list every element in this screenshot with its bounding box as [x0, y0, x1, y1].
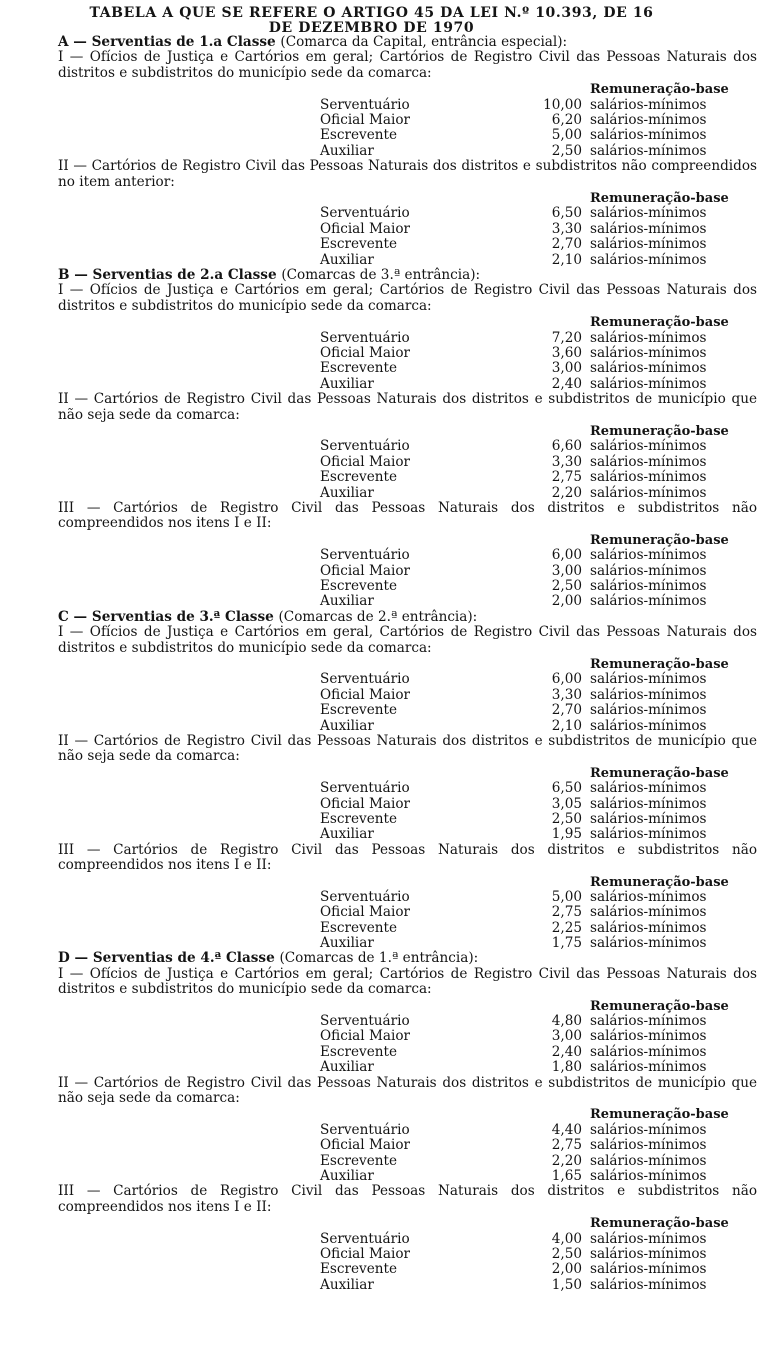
salary-value: 3,00 — [551, 360, 582, 377]
class-heading-label: B — Serventias de 2.a Classe — [58, 266, 277, 283]
salary-unit: salários-mínimos — [590, 127, 707, 144]
salary-value: 2,70 — [551, 702, 582, 719]
salary-unit: salários-mínimos — [590, 577, 707, 594]
salary-row — [58, 1123, 757, 1138]
salary-unit: salários-mínimos — [590, 438, 707, 455]
role-name: Oficial Maior — [320, 795, 410, 812]
salary-value: 6,50 — [551, 205, 582, 222]
salary-value: 3,30 — [551, 220, 582, 237]
salary-row — [58, 921, 757, 936]
remuneration-header: Remuneração-base — [590, 532, 729, 548]
salary-value: 4,40 — [551, 1121, 582, 1138]
salary-value: 3,00 — [551, 1028, 582, 1045]
salary-row — [58, 377, 757, 392]
salary-value: 6,00 — [551, 671, 582, 688]
salary-row — [58, 936, 757, 951]
salary-row — [58, 688, 757, 703]
salary-row — [58, 439, 757, 454]
salary-value: 1,65 — [551, 1168, 582, 1185]
salary-row — [58, 346, 757, 361]
salary-row — [58, 1247, 757, 1262]
role-name: Serventuário — [320, 96, 410, 113]
salary-value: 1,50 — [551, 1276, 582, 1293]
role-name: Oficial Maior — [320, 904, 410, 921]
salary-value: 2,25 — [551, 919, 582, 936]
salary-value: 7,20 — [551, 329, 582, 346]
remuneration-header: Remuneração-base — [590, 1107, 729, 1123]
salary-unit: salários-mínimos — [590, 453, 707, 470]
item-description: III — Cartórios de Registro Civil das Pessoas Naturais dos distritos e subdistritos não compreendidos nos itens I e II: — [58, 499, 757, 532]
salary-row — [58, 797, 757, 812]
salary-unit: salários-mínimos — [590, 935, 707, 952]
salary-value: 3,05 — [551, 795, 582, 812]
salary-value: 2,20 — [551, 1152, 582, 1169]
salary-value: 4,80 — [551, 1013, 582, 1030]
role-name: Escrevente — [320, 236, 398, 253]
role-name: Oficial Maior — [320, 220, 410, 237]
salary-row — [58, 1029, 757, 1044]
item-description: III — Cartórios de Registro Civil das Pessoas Naturais dos distritos e subdistritos não compreendidos nos itens I e II: — [58, 841, 757, 874]
salary-row — [58, 455, 757, 470]
role-name: Escrevente — [320, 127, 398, 144]
salary-value: 1,80 — [551, 1059, 582, 1076]
salary-value: 2,75 — [551, 469, 582, 486]
role-name: Serventuário — [320, 1013, 410, 1030]
title-line-1: TABELA A QUE SE REFERE O ARTIGO 45 DA LEI N.º 10.393, DE 16 — [89, 5, 654, 21]
salary-unit: salários-mínimos — [590, 1013, 707, 1030]
remuneration-header: Remuneração-base — [590, 1216, 729, 1232]
salary-value: 2,10 — [551, 717, 582, 734]
salary-unit: salários-mínimos — [590, 220, 707, 237]
salary-unit: salários-mínimos — [590, 360, 707, 377]
salary-row — [58, 1278, 757, 1293]
salary-value: 6,60 — [551, 438, 582, 455]
role-name: Serventuário — [320, 1121, 410, 1138]
salary-unit: salários-mínimos — [590, 671, 707, 688]
class-heading — [58, 35, 757, 50]
salary-unit: salários-mínimos — [590, 1028, 707, 1045]
salary-row — [58, 579, 757, 594]
item-description: I — Ofícios de Justiça e Cartórios em geral; Cartórios de Registro Civil das Pessoas Naturais dos distritos e subdistritos do município sede da comarca: — [58, 282, 757, 314]
role-name: Auxiliar — [320, 826, 374, 843]
salary-row — [58, 1045, 757, 1060]
salary-unit: salários-mínimos — [590, 329, 707, 346]
salary-value: 2,50 — [551, 142, 582, 159]
salary-value: 6,00 — [551, 547, 582, 564]
salary-row — [58, 812, 757, 827]
salary-unit: salários-mínimos — [590, 1246, 707, 1263]
salary-row — [58, 237, 757, 252]
role-name: Auxiliar — [320, 593, 374, 610]
salary-unit: salários-mínimos — [590, 251, 707, 268]
salary-unit: salários-mínimos — [590, 702, 707, 719]
salary-value: 3,00 — [551, 562, 582, 579]
salary-unit: salários-mínimos — [590, 888, 707, 905]
salary-row — [58, 1138, 757, 1153]
role-name: Escrevente — [320, 577, 398, 594]
class-heading-label: A — Serventias de 1.a Classe — [58, 34, 276, 50]
role-name: Auxiliar — [320, 142, 374, 159]
role-name: Auxiliar — [320, 1059, 374, 1076]
salary-unit: salários-mínimos — [590, 1261, 707, 1278]
salary-unit: salários-mínimos — [590, 1059, 707, 1076]
salary-row — [58, 144, 757, 159]
role-name: Oficial Maior — [320, 1137, 410, 1154]
role-name: Oficial Maior — [320, 1028, 410, 1045]
salary-row — [58, 594, 757, 609]
salary-row — [58, 548, 757, 563]
salary-unit: salários-mínimos — [590, 1121, 707, 1138]
item-description: I — Ofícios de Justiça e Cartórios em geral, Cartórios de Registro Civil das Pessoas Naturais dos distritos e subdistritos do município sede da comarca: — [58, 624, 757, 656]
salary-unit: salários-mínimos — [590, 142, 707, 159]
salary-value: 6,20 — [551, 112, 582, 129]
salary-row — [58, 222, 757, 237]
role-name: Auxiliar — [320, 1276, 374, 1293]
salary-row — [58, 486, 757, 501]
salary-unit: salários-mínimos — [590, 562, 707, 579]
salary-value: 1,95 — [551, 826, 582, 843]
role-name: Serventuário — [320, 547, 410, 564]
role-name: Auxiliar — [320, 251, 374, 268]
class-heading — [58, 268, 757, 283]
item-description: III — Cartórios de Registro Civil das Pessoas Naturais dos distritos e subdistritos não compreendidos nos itens I e II: — [58, 1183, 757, 1215]
class-heading-description: (Comarcas de 2.ª entrância): — [278, 608, 478, 625]
remuneration-header: Remuneração-base — [590, 874, 729, 890]
role-name: Serventuário — [320, 1230, 410, 1247]
role-name: Oficial Maior — [320, 344, 410, 361]
remuneration-header: Remuneração-base — [590, 656, 729, 672]
salary-unit: salários-mínimos — [590, 826, 707, 843]
salary-row — [58, 128, 757, 143]
salary-value: 2,10 — [551, 251, 582, 268]
salary-value: 2,20 — [551, 484, 582, 501]
salary-unit: salários-mínimos — [590, 1043, 707, 1060]
role-name: Escrevente — [320, 1043, 398, 1060]
salary-row — [58, 1014, 757, 1029]
salary-row — [58, 719, 757, 734]
salary-unit: salários-mínimos — [590, 344, 707, 361]
remuneration-header: Remuneração-base — [590, 191, 729, 206]
salary-value: 2,40 — [551, 1043, 582, 1060]
role-name: Auxiliar — [320, 484, 374, 501]
item-description: II — Cartórios de Registro Civil das Pessoas Naturais dos distritos e subdistritos de município que não seja sede da comarca: — [58, 732, 757, 765]
salary-value: 5,00 — [551, 127, 582, 144]
salary-value: 2,00 — [551, 593, 582, 610]
role-name: Oficial Maior — [320, 686, 410, 703]
role-name: Oficial Maior — [320, 562, 410, 579]
role-name: Serventuário — [320, 671, 410, 688]
item-description: II — Cartórios de Registro Civil das Pessoas Naturais dos distritos e subdistritos de município que não seja sede da comarca: — [58, 391, 757, 423]
salary-unit: salários-mínimos — [590, 1276, 707, 1293]
salary-row — [58, 1262, 757, 1277]
remuneration-header: Remuneração-base — [590, 315, 729, 331]
salary-value: 3,30 — [551, 453, 582, 470]
salary-row — [58, 470, 757, 485]
role-name: Auxiliar — [320, 375, 374, 392]
salary-unit: salários-mínimos — [590, 904, 707, 921]
salary-row — [58, 890, 757, 905]
salary-unit: salários-mínimos — [590, 205, 707, 222]
salary-value: 6,50 — [551, 780, 582, 797]
salary-value: 2,50 — [551, 577, 582, 594]
remuneration-header: Remuneração-base — [590, 82, 729, 98]
salary-unit: salários-mínimos — [590, 780, 707, 797]
role-name: Escrevente — [320, 1152, 398, 1169]
role-name: Oficial Maior — [320, 453, 410, 470]
class-heading-description: (Comarcas de 1.ª entrância): — [279, 950, 479, 967]
remuneration-header: Remuneração-base — [590, 998, 729, 1014]
salary-row — [58, 672, 757, 687]
class-heading-label: D — Serventias de 4.ª Classe — [58, 950, 275, 967]
salary-value: 2,70 — [551, 236, 582, 253]
salary-row — [58, 564, 757, 579]
salary-unit: salários-mínimos — [590, 810, 707, 827]
role-name: Escrevente — [320, 360, 398, 377]
salary-value: 2,50 — [551, 810, 582, 827]
salary-value: 5,00 — [551, 888, 582, 905]
salary-row — [58, 98, 757, 113]
salary-unit: salários-mínimos — [590, 375, 707, 392]
class-heading-description: (Comarca da Capital, entrância especial): — [280, 34, 568, 50]
role-name: Escrevente — [320, 810, 398, 827]
item-description: II — Cartórios de Registro Civil das Pessoas Naturais dos distritos e subdistritos não compreendidos no item anterior: — [58, 158, 757, 190]
salary-value: 1,75 — [551, 935, 582, 952]
salary-row — [58, 113, 757, 128]
salary-row — [58, 827, 757, 842]
salary-unit: salários-mínimos — [590, 593, 707, 610]
salary-unit: salários-mínimos — [590, 484, 707, 501]
salary-unit: salários-mínimos — [590, 469, 707, 486]
role-name: Oficial Maior — [320, 1246, 410, 1263]
role-name: Serventuário — [320, 438, 410, 455]
salary-row — [58, 1154, 757, 1169]
role-name: Auxiliar — [320, 935, 374, 952]
salary-value: 3,30 — [551, 686, 582, 703]
salary-unit: salários-mínimos — [590, 112, 707, 129]
salary-unit: salários-mínimos — [590, 1230, 707, 1247]
role-name: Serventuário — [320, 329, 410, 346]
salary-value: 2,00 — [551, 1261, 582, 1278]
salary-unit: salários-mínimos — [590, 795, 707, 812]
role-name: Escrevente — [320, 469, 398, 486]
class-heading — [58, 610, 757, 625]
salary-unit: salários-mínimos — [590, 96, 707, 113]
salary-value: 4,00 — [551, 1230, 582, 1247]
salary-row — [58, 703, 757, 718]
salary-row — [58, 1169, 757, 1184]
remuneration-header: Remuneração-base — [590, 423, 729, 439]
salary-row — [58, 1060, 757, 1075]
salary-table — [58, 35, 757, 1293]
salary-row — [58, 781, 757, 796]
salary-unit: salários-mínimos — [590, 1168, 707, 1185]
salary-unit: salários-mínimos — [590, 236, 707, 253]
role-name: Escrevente — [320, 1261, 398, 1278]
role-name: Serventuário — [320, 888, 410, 905]
item-description: I — Ofícios de Justiça e Cartórios em geral; Cartórios de Registro Civil das Pessoas Naturais dos distritos e subdistritos do município sede da comarca: — [58, 965, 757, 998]
role-name: Serventuário — [320, 205, 410, 222]
title-line-2: DE DEZEMBRO DE 1970 — [268, 19, 475, 36]
salary-unit: salários-mínimos — [590, 547, 707, 564]
salary-value: 2,75 — [551, 1137, 582, 1154]
salary-row — [58, 331, 757, 346]
class-heading-description: (Comarcas de 3.ª entrância): — [281, 266, 481, 283]
item-description: II — Cartórios de Registro Civil das Pessoas Naturais dos distritos e subdistritos de município que não seja sede da comarca: — [58, 1074, 757, 1107]
class-heading-label: C — Serventias de 3.ª Classe — [58, 608, 274, 625]
class-heading — [58, 951, 757, 966]
salary-unit: salários-mínimos — [590, 1152, 707, 1169]
salary-row — [58, 253, 757, 268]
salary-row — [58, 361, 757, 376]
role-name: Oficial Maior — [320, 112, 410, 129]
salary-row — [58, 1232, 757, 1247]
salary-unit: salários-mínimos — [590, 919, 707, 936]
role-name: Escrevente — [320, 702, 398, 719]
salary-unit: salários-mínimos — [590, 1137, 707, 1154]
salary-unit: salários-mínimos — [590, 717, 707, 734]
salary-unit: salários-mínimos — [590, 686, 707, 703]
salary-value: 2,50 — [551, 1246, 582, 1263]
salary-value: 2,40 — [551, 375, 582, 392]
salary-value: 3,60 — [551, 344, 582, 361]
salary-value: 10,00 — [543, 96, 582, 113]
item-description: I — Ofícios de Justiça e Cartórios em geral; Cartórios de Registro Civil das Pessoas Naturais dos distritos e subdistritos do município sede da comarca: — [58, 49, 757, 81]
salary-row — [58, 206, 757, 221]
table-title — [6, 6, 737, 35]
role-name: Escrevente — [320, 919, 398, 936]
salary-row — [58, 905, 757, 920]
remuneration-header: Remuneração-base — [590, 765, 729, 781]
role-name: Auxiliar — [320, 717, 374, 734]
role-name: Auxiliar — [320, 1168, 374, 1185]
role-name: Serventuário — [320, 780, 410, 797]
salary-value: 2,75 — [551, 904, 582, 921]
